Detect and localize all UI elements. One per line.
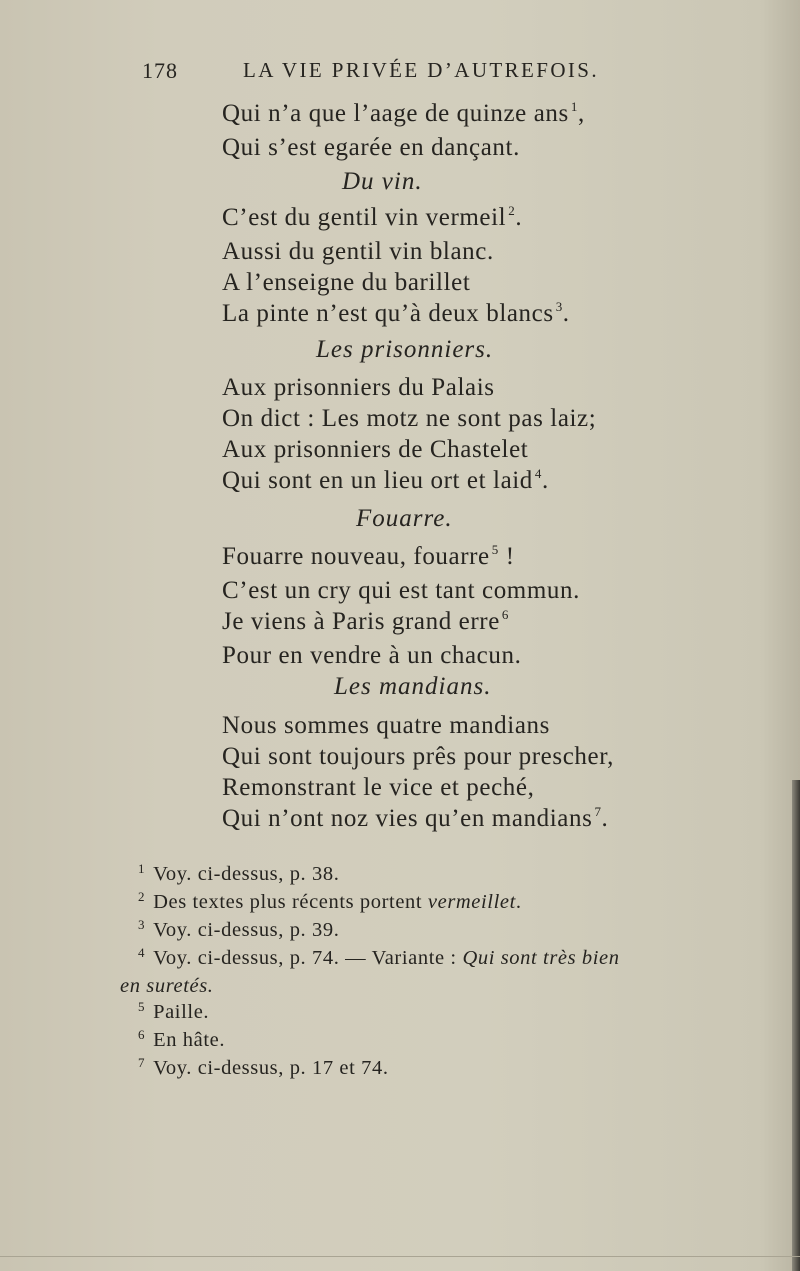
page-bottom-line — [0, 1256, 800, 1257]
footnote-2: $^2$ Des textes plus récents portent vermeillet. — [138, 889, 522, 913]
verse-line: Je viens à Paris grand erre $^6$ — [222, 607, 510, 635]
verse-stanza-intro — [222, 98, 585, 163]
verse-line: Pour en vendre à un chacun. — [222, 642, 522, 669]
verse-line: Qui n’ont noz vies qu’en mandians $^7$. — [222, 804, 609, 832]
footnote-3: $^3$ Voy. ci-dessus, p. 39. — [138, 917, 340, 941]
page-header — [0, 58, 800, 88]
footnote-ref[interactable]: 1 — [570, 99, 578, 114]
verse-line: Nous sommes quatre mandians — [222, 712, 550, 739]
verse-line: Aux prisonniers du Palais — [222, 374, 495, 401]
verse-line: Qui n’a que l’aage de quinze ans $^1$, — [222, 99, 585, 127]
verse-line: Remonstrant le vice et peché, — [222, 774, 535, 801]
section-heading-fouarre: Fouarre. — [356, 505, 453, 532]
footnote-ref[interactable]: 2 — [508, 203, 516, 218]
page-number: 178 — [142, 58, 178, 83]
footnote-ref[interactable]: 3 — [555, 299, 563, 314]
footnote-ref[interactable]: 4 — [534, 466, 543, 481]
verse-line: A l’enseigne du barillet — [222, 269, 471, 296]
verse-line: Fouarre nouveau, fouarre $^5$ ! — [222, 542, 515, 570]
verse-line: C’est un cry qui est tant commun. — [222, 577, 580, 604]
running-title: LA VIE PRIVÉE D’AUTREFOIS. — [243, 58, 600, 82]
footnote-6: $^6$ En hâte. — [138, 1027, 226, 1051]
verse-stanza-prisonniers — [222, 372, 596, 499]
section-heading-mandians: Les mandians. — [334, 673, 492, 700]
verse-line: Qui sont en un lieu ort et laid $^4$. — [222, 466, 549, 494]
footnote-4: $^4$ Voy. ci-dessus, p. 74. — Variante : Qui sont très bien — [138, 945, 620, 969]
footnote-4-continuation: en suretés. — [120, 975, 214, 997]
footnote-5: $^5$ Paille. — [138, 999, 210, 1023]
footnote-7: $^7$ Voy. ci-dessus, p. 17 et 74. — [138, 1055, 389, 1079]
verse-line: Qui sont toujours prês pour prescher, — [222, 743, 614, 770]
footnote-ref[interactable]: 6 — [501, 607, 510, 622]
footnotes — [120, 861, 720, 1083]
section-heading-prisonniers: Les prisonniers. — [316, 336, 494, 363]
footnote-1: $^1$ Voy. ci-dessus, p. 38. — [138, 861, 340, 885]
verse-line: La pinte n’est qu’à deux blancs $^3$. — [222, 299, 570, 327]
footnote-ref[interactable]: 7 — [594, 804, 602, 819]
verse-stanza-mandians — [222, 710, 614, 837]
footnote-ref[interactable]: 5 — [491, 542, 499, 557]
verse-stanza-fouarre — [222, 541, 580, 671]
verse-line: On dict : Les motz ne sont pas laiz; — [222, 405, 597, 432]
section-heading-vin: Du vin. — [342, 168, 423, 195]
book-edge-shadow — [792, 780, 800, 1271]
verse-line: Aussi du gentil vin blanc. — [222, 238, 494, 265]
verse-line: C’est du gentil vin vermeil $^2$. — [222, 203, 523, 231]
verse-line: Qui s’est egarée en dançant. — [222, 134, 520, 161]
verse-stanza-vin — [222, 202, 570, 332]
verse-line: Aux prisonniers de Chastelet — [222, 436, 529, 463]
